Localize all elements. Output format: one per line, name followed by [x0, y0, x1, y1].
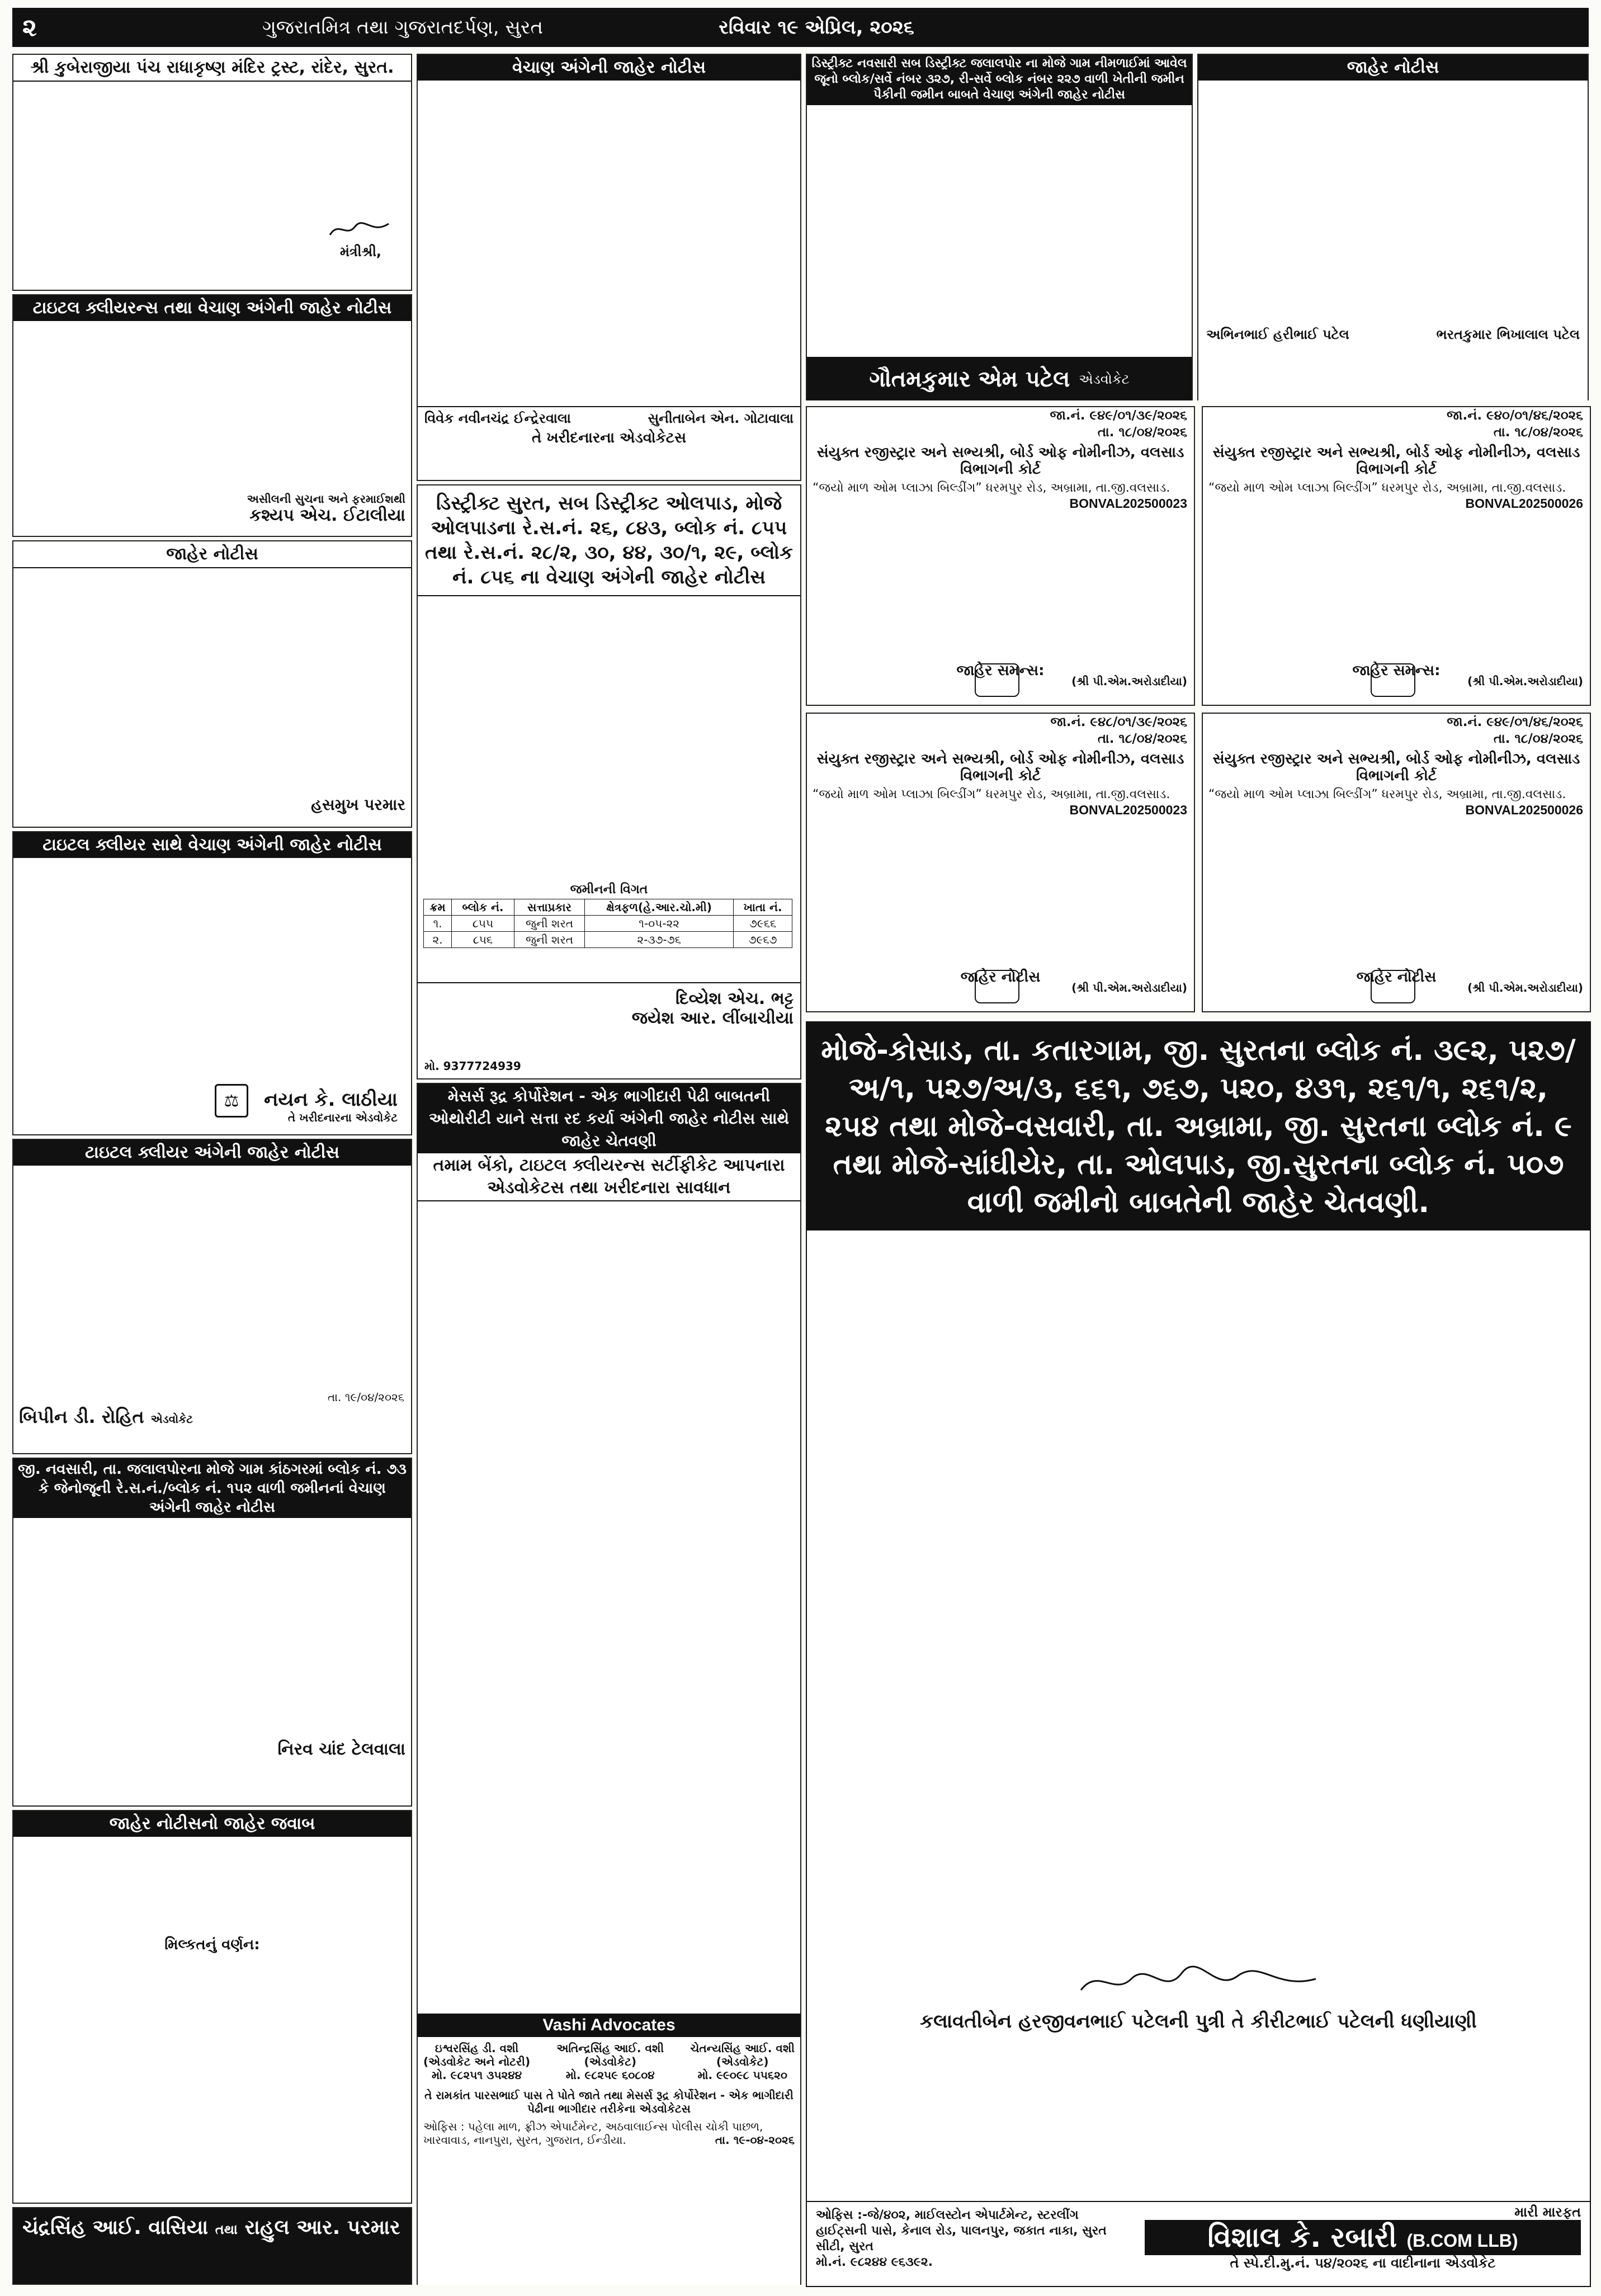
court-address: “જયો માળ ઓમ પ્લાઝા બિલ્ડીંગ” ધરમપુર રોડ, અબ્રામા, તા.જી.વલસાડ.	[813, 788, 1170, 802]
notice-signature: મંત્રીશ્રી,	[322, 216, 400, 262]
warning-owner: કલાવતીબેન હરજીવનભાઈ પટેલની પુત્રી તે કીરીટભાઈ પટેલની ધણીયાણી	[920, 2010, 1477, 2033]
notice-trust	[12, 54, 412, 291]
court-address: “જયો માળ ઓમ પ્લાઝા બિલ્ડીંગ” ધરમપુર રોડ, અબ્રામા, તા.જી.વલસાડ.	[813, 481, 1170, 495]
court-case-number: BONVAL202500026	[1465, 496, 1583, 511]
table-cell: ૨-૩૭-૭૬	[585, 932, 734, 948]
notice-body	[13, 321, 411, 490]
notice-heading: મેસર્સ રૂદ્ર કોર્પોરેશન - એક ભાગીદારી પેઢી બાબતની ઓથોરીટી યાને સત્તા રદ કર્યા અંગેની જાહેર નોટીસ સાથે જાહેર ચેતવણી	[418, 1084, 800, 1153]
notice-public-right	[1197, 54, 1589, 400]
notice-title-clearance	[12, 294, 412, 537]
notice-olpad-sale	[417, 484, 801, 1079]
notice-land-sale	[12, 1458, 412, 1807]
court-notices-grid	[806, 406, 1589, 1010]
column-3a	[806, 54, 1193, 400]
court-ref-date: તા. ૧૮/૦૪/૨૦૨૬	[1493, 732, 1583, 746]
advocate-names: ચંદ્રસિંહ આઈ. વાસિયા તથા રાહુલ આર. પરમાર	[22, 2216, 400, 2239]
vashi-footer: તે રામકાંત પારસભાઈ પાસ તે પોતે જાતે તથા મેસર્સ રૂદ્ર કોર્પોરેશન - એક ભાગીદારી પેઢીના ભાગીદાર તરીકેના એડવોકેટસ	[424, 2088, 794, 2115]
notice-body	[13, 1956, 411, 1963]
notice-advocate: અસીલની સુચના અને ફરમાઈશથી કશ્યપ એચ. ઈટાલીયા	[247, 492, 405, 525]
court-notice	[1202, 406, 1591, 706]
court-body	[1203, 819, 1590, 965]
court-address: “જયો માળ ઓમ પ્લાઝા બિલ્ડીંગ” ધરમપુર રોડ, અબ્રામા, તા.જી.વલસાડ.	[1208, 481, 1566, 495]
notice-body	[13, 1166, 411, 1390]
notice-sale-title	[12, 831, 412, 1135]
land-table	[423, 899, 792, 948]
table-cell: ૨.	[424, 932, 452, 948]
notice-public	[12, 540, 412, 828]
warning-body	[807, 1230, 1590, 1962]
court-body	[1203, 512, 1590, 659]
notice-advocate: ગૌતમકુમાર એમ પટેલ એડવોકેટ	[807, 357, 1192, 400]
notice-subheading: મિલ્કતનું વર્ણન:	[164, 1936, 260, 1953]
court-notice	[806, 406, 1195, 706]
table-header-cell: ક્રમ	[424, 899, 452, 916]
table-row	[424, 916, 792, 932]
table-cell: જુની શરત	[514, 916, 584, 932]
notice-title-clear	[12, 1139, 412, 1454]
column-2	[417, 54, 801, 2285]
notice-public-warning	[806, 1021, 1591, 2287]
advocate-office: ઓફિસ :-જે/૪૦૨, માઈલસ્ટોન એપાર્ટમેન્ટ, સ્ટરલીંગ હાઈટ્સની પાસે, કેનાલ રોડ, પાલનપુર, જકાત નાકા, સુરત સીટી, સુરત મો.નં. ૯૮૨૪૪ ૯૬૩૯૨.	[816, 2208, 1107, 2269]
court-ref-number: જા.નં. ૯૪૯/૦૧/૪૬/૨૦૨૬	[1447, 715, 1583, 729]
notice-heading: ટાઇટલ ક્લીયરન્સ તથા વેચાણ અંગેની જાહેર નોટીસ	[13, 295, 411, 321]
advocate-logo-icon: ⚖	[215, 1084, 248, 1118]
court-signer: (શ્રી પી.એમ.અરોડાદીયા)	[1071, 675, 1187, 688]
notice-advocates-footer	[12, 2207, 412, 2285]
notice-heading: ટાઇટલ ક્લીયર અંગેની જાહેર નોટીસ	[13, 1140, 411, 1166]
warning-title: મોજે-કોસાડ, તા. કતારગામ, જી. સુરતના બ્લોક નં. ૩૯૨, ૫૨૭/અ/૧, ૫૨૭/અ/૩, ૬૬૧, ૭૬૭, ૫૨૦, ૪૩૧, ૨૬૧/૧, ૨૬૧/૨, ૨૫૪ તથા મોજે-વસવારી, તા. અબ્રામા, જી. સુરતના બ્લોક નં. ૯ તથા મોજે-સાંઘીયેર, તા. ઓલપાડ, જી.સુરતના બ્લોક નં. ૫૦૭ વાળી જમીનો બાબતેની જાહેર ચેતવણી.	[807, 1022, 1590, 1230]
court-seal-icon	[975, 970, 1019, 1003]
notice-body	[13, 858, 411, 1072]
court-seal-icon	[975, 663, 1019, 697]
warning-signature	[807, 1962, 1590, 2007]
notice-body	[13, 1837, 411, 1933]
court-case-number: BONVAL202500026	[1465, 803, 1583, 817]
notice-advocates: દિવ્યેશ એચ. ભટ્ટ જયેશ આર. લીંબાચીયા મો. 9377724939	[418, 982, 800, 1078]
land-table-title: જમીનની વિગત	[570, 883, 648, 897]
notice-body	[13, 82, 411, 88]
notice-advocates: વિવેક નવીનચંદ્ર ઈન્દ્રેરવાલા સુનીતાબેન એન. ગોટાવાલા તે ખરીદનારના એડવોકેટસ	[418, 406, 800, 480]
court-address: “જયો માળ ઓમ પ્લાઝા બિલ્ડીંગ” ધરમપુર રોડ, અબ્રામા, તા.જી.વલસાડ.	[1208, 788, 1566, 802]
notice-heading: શ્રી કુબેરાજીયા પંચ રાધાકૃષ્ણ મંદિર ટ્રસ્ટ, રાંદેર, સુરત.	[13, 55, 411, 82]
notice-body	[418, 1201, 800, 2014]
court-seal-icon	[1371, 970, 1415, 1003]
column-1	[12, 54, 412, 2285]
notice-date: તા. ૧૯/૦૪/૨૦૨૬	[327, 1390, 404, 1404]
notice-advocate: બિપીન ડી. રોહિત એડવોકેટ	[19, 1406, 193, 1427]
court-section: જાહેર નોટીસ	[960, 969, 1041, 986]
paper-name: ગુજરાતમિત્ર તથા ગુજરાતદર્પણ, સુરત	[262, 16, 544, 39]
court-body	[807, 819, 1194, 965]
court-signer: (શ્રી પી.એમ.અરોડાદીયા)	[1467, 675, 1583, 688]
notice-body	[418, 81, 800, 400]
notice-advocate: નિરવ ચાંદ ટેલવાલા	[277, 1739, 405, 1759]
table-cell: ૧-૦૫-૨૨	[585, 916, 734, 932]
court-notice	[806, 713, 1195, 1012]
table-cell: ૭૯૬૭	[734, 932, 792, 948]
notice-subheading: તમામ બેંકો, ટાઇટલ ક્લીયરન્સ સર્ટીફીકેટ આપનારા એડવોકેટસ તથા ખરીદનારા સાવધાન	[418, 1153, 800, 1201]
notice-heading: ટાઇટલ ક્લીયર સાથે વેચાણ અંગેની જાહેર નોટીસ	[13, 832, 411, 858]
notice-advocate: નયન કે. લાઠીયા તે ખરીદનારના એડવોકેટ	[264, 1088, 398, 1124]
table-row	[424, 932, 792, 948]
notice-sale	[417, 54, 801, 481]
notice-heading: જાહેર નોટીસ	[1198, 55, 1588, 81]
notice-heading: જાહેર નોટીસ	[13, 541, 411, 568]
table-header-cell: બ્લોક નં.	[452, 899, 514, 916]
table-cell: ૮૫૬	[452, 932, 514, 948]
court-ref-number: જા.નં. ૯૪૦/૦૧/૪૬/૨૦૨૬	[1447, 408, 1583, 423]
table-cell: ૮૫૫	[452, 916, 514, 932]
table-cell: ૭૯૬૬	[734, 916, 792, 932]
advocate-block: મારી મારફત વિશાલ કે. રબારી (B.COM LLB) તે સ્પે.દી.મુ.નં. ૫૪/૨૦૨૬ ના વાદીનાના એડવોકેટ	[1145, 2204, 1581, 2271]
table-header-cell: ખાતા નં.	[734, 899, 792, 916]
issue-date: રવિવાર ૧૯ એપ્રિલ, ૨૦૨૬	[719, 16, 914, 39]
notice-heading: ડિસ્ટ્રીક્ટ સુરત, સબ ડિસ્ટ્રીક્ટ ઓલપાડ, મોજે ઓલપાડના રે.સ.નં. ૨૬, ૮૪૩, બ્લોક નં. ૮૫૫ તથા રે.સ.નં. ૨૮/૨, ૩૦, ૪૪, ૩૦/૧, ૨૯, બ્લોક નં. ૮૫૬ ના વેચાણ અંગેની જાહેર નોટીસ	[418, 485, 800, 596]
signature-mark-icon	[327, 218, 394, 241]
notice-body	[418, 596, 800, 883]
court-ref-number: જા.નં. ૯૪૯/૦૧/૩૯/૨૦૨૬	[1050, 408, 1187, 423]
notice-body	[807, 105, 1192, 296]
court-title: સંયુક્ત રજીસ્ટ્રાર અને સભ્યશ્રી, બોર્ડ ઓફ નોમીનીઝ, વલસાડ વિભાગની કોર્ટ	[816, 751, 1184, 784]
notice-advocate: હસમુખ પરમાર	[311, 795, 405, 814]
notice-heading: જી. નવસારી, તા. જલાલપોરના મોજે ગામ કાંઠગરમાં બ્લોક નં. ૭૩ કે જેનોજૂની રે.સ.નં./બ્લોક નં. ૧૫૨ વાળી જમીનનાં વેચાણ અંગેની જાહેર નોટીસ	[13, 1459, 411, 1518]
court-notice	[1202, 713, 1591, 1012]
table-cell: ૧.	[424, 916, 452, 932]
vashi-advocates-heading: Vashi Advocates	[418, 2014, 800, 2037]
court-case-number: BONVAL202500023	[1069, 803, 1187, 817]
column-3b	[1197, 54, 1589, 400]
court-body	[807, 512, 1194, 659]
notice-body	[1198, 81, 1588, 322]
notice-body	[13, 1518, 411, 1737]
court-signer: (શ્રી પી.એમ.અરોડાદીયા)	[1467, 981, 1583, 994]
court-title: સંયુક્ત રજીસ્ટ્રાર અને સભ્યશ્રી, બોર્ડ ઓફ નોમીનીઝ, વલસાડ વિભાગની કોર્ટ	[1212, 751, 1580, 784]
court-ref-number: જા.નં. ૯૪૮/૦૧/૩૯/૨૦૨૬	[1050, 715, 1187, 729]
table-header-cell: ક્ષેત્રફળ(હે.આર.ચો.મી)	[585, 899, 734, 916]
court-ref-date: તા. ૧૮/૦૪/૨૦૨૬	[1097, 425, 1187, 440]
notice-body	[13, 568, 411, 793]
court-title: સંયુક્ત રજીસ્ટ્રાર અને સભ્યશ્રી, બોર્ડ ઓફ નોમીનીઝ, વલસાડ વિભાગની કોર્ટ	[816, 444, 1184, 478]
notice-heading: ડિસ્ટ્રીક્ટ નવસારી સબ ડિસ્ટ્રીક્ટ જલાલપોર ના મોજે ગામ નીમળાઈમાં આવેલ જૂનો બ્લોક/સર્વે નંબર ૩૨૭, રી-સર્વે બ્લોક નંબર ૨૨૭ વાળી ખેતીની જમીન પૈકીની જમીન બાબતે વેચાણ અંગેની જાહેર નોટીસ	[807, 55, 1192, 105]
page-number: ૨	[22, 13, 37, 42]
handwritten-signature-icon	[1075, 1962, 1321, 2001]
court-ref-date: તા. ૧૮/૦૪/૨૦૨૬	[1097, 732, 1187, 746]
masthead	[12, 8, 1589, 47]
vashi-address: ઓફિસ : પહેલા માળ, ફ્રીઝ એપાર્ટમેન્ટ, અઠવાલાઈન્સ પોલીસ ચોકી પાછળ, ખારવાવાડ, નાનપુરા, સુરત, ગુજરાત, ઈન્ડીયા. તા. ૧૯-૦૪-૨૦૨૬	[423, 2120, 795, 2147]
notice-navsari-sale	[806, 54, 1193, 400]
warning-advocate-footer	[807, 2201, 1590, 2286]
court-case-number: BONVAL202500023	[1069, 496, 1187, 511]
notice-signers: અભિનભાઈ હરીભાઈ પટેલ ભરતકુમાર ભિખાલાલ પટેલ	[1206, 327, 1580, 342]
court-section: જાહેર નોટીસ	[1356, 969, 1437, 986]
court-ref-date: તા. ૧૮/૦૪/૨૦૨૬	[1493, 425, 1583, 440]
court-section: જાહેર સમન્સ:	[1352, 662, 1441, 679]
court-title: સંયુક્ત રજીસ્ટ્રાર અને સભ્યશ્રી, બોર્ડ ઓફ નોમીનીઝ, વલસાડ વિભાગની કોર્ટ	[1212, 444, 1580, 478]
court-seal-icon	[1371, 663, 1415, 697]
notice-heading: વેચાણ અંગેની જાહેર નોટીસ	[418, 55, 800, 81]
table-cell: જુની શરત	[514, 932, 584, 948]
court-section: જાહેર સમન્સ:	[956, 662, 1045, 679]
notice-reply	[12, 1810, 412, 2204]
table-header-cell: સત્તાપ્રકાર	[514, 899, 584, 916]
notice-rudra-corporation	[417, 1083, 801, 2285]
vashi-advocate-list: ઇશ્વરસિંહ ડી. વશી (એડવોકેટ અને નોટરી) મો. ૯૮૨૫૧ ૩૫૨૪૪ અતિન્દ્રસિંહ આઈ. વશી (એડવોકેટ) મો. ૯૮૨૫૯ ૬૦૮૦૪ ચેતન્યસિંહ આઈ. વશી (એડવોકેટ) મો. ૯૯૦૯૮ ૫૫૬૨૦	[423, 2042, 795, 2082]
court-signer: (શ્રી પી.એમ.અરોડાદીયા)	[1071, 981, 1187, 994]
notice-heading: જાહેર નોટીસનો જાહેર જવાબ	[13, 1811, 411, 1837]
